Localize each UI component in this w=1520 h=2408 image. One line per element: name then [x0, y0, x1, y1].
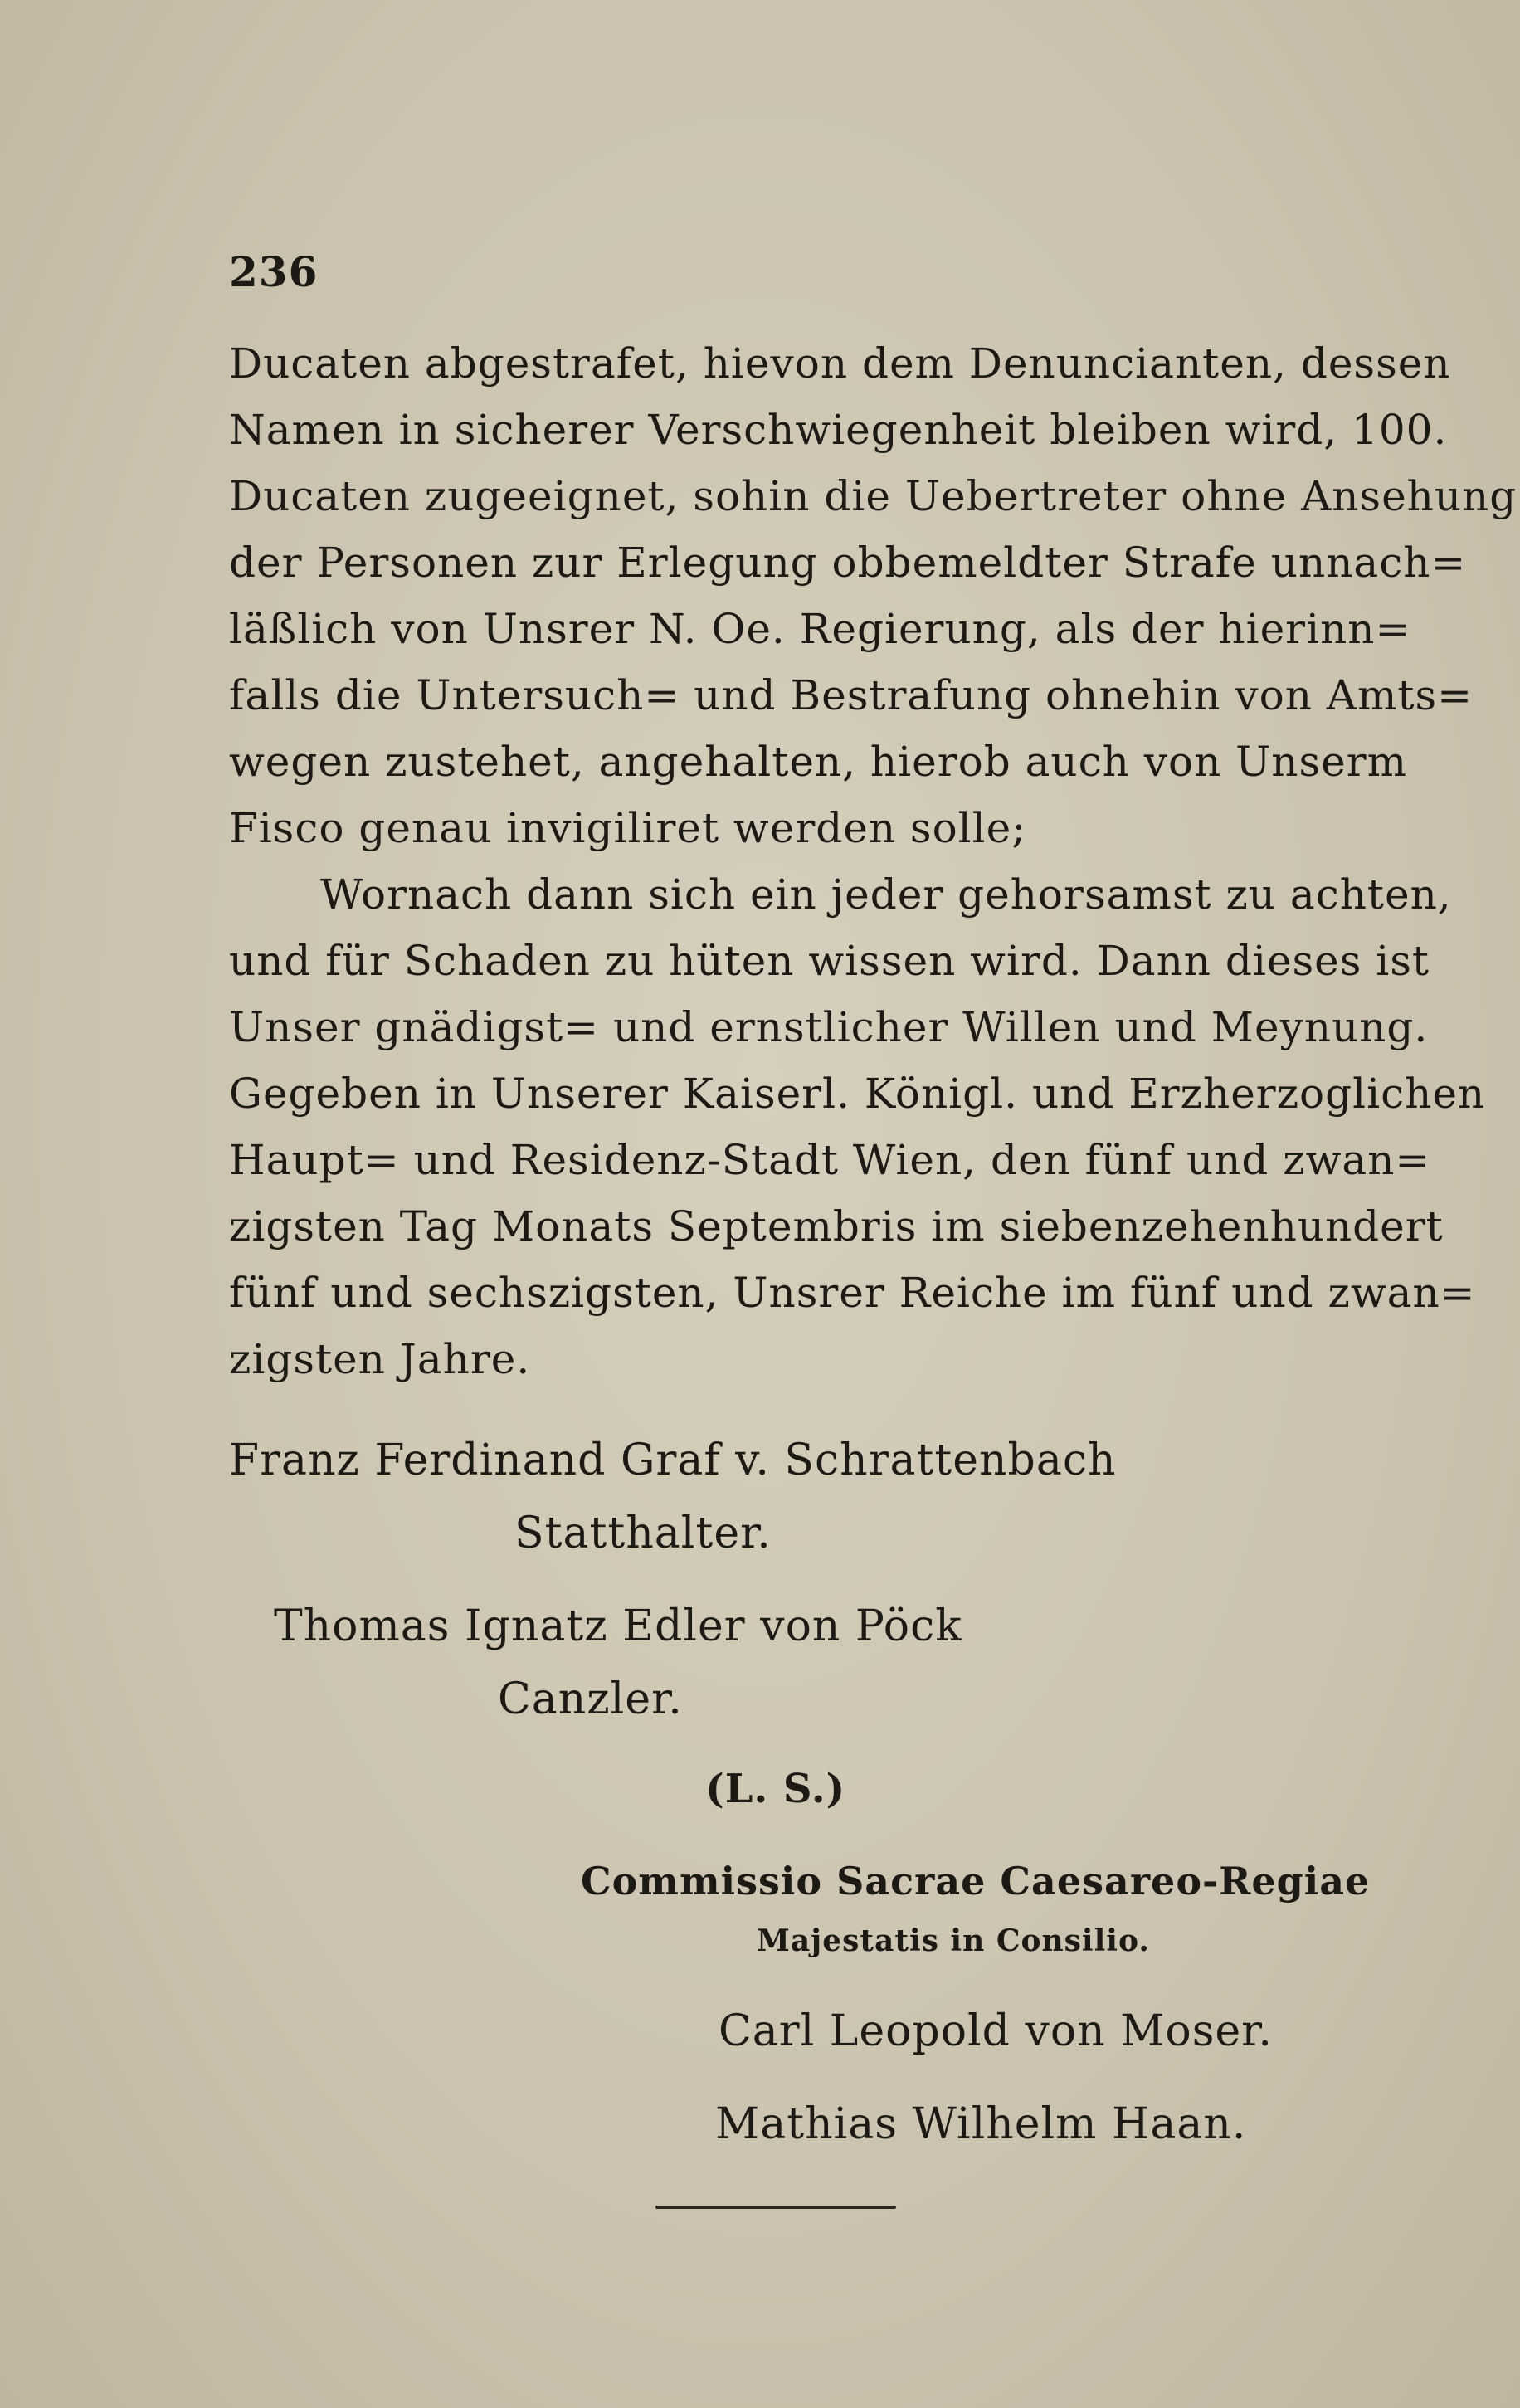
text-line: Namen in sicherer Verschwiegenheit bleiben wird, 100. [229, 406, 1448, 454]
signatory-name-1: Franz Ferdinand Graf v. Schrattenbach [229, 1436, 1117, 1485]
text-line: läßlich von Unsrer N. Oe. Regierung, als der hierinn= [229, 605, 1411, 653]
signatory-title-1: Statthalter. [514, 1509, 772, 1558]
text-line: der Personen zur Erlegung obbemeldter Strafe unnach= [229, 539, 1467, 587]
text-line: fünf und sechszigsten, Unsrer Reiche im fünf und zwan= [229, 1269, 1476, 1317]
text-line: zigsten Tag Monats Septembris im siebenzehenhundert [229, 1202, 1444, 1250]
signatory-title-2: Canzler. [498, 1674, 683, 1724]
signatory-name-4: Mathias Wilhelm Haan. [715, 2099, 1247, 2149]
commission-line-2: Majestatis in Consilio. [757, 1923, 1150, 1958]
text-line: zigsten Jahre. [229, 1335, 531, 1383]
body-text [229, 330, 1518, 1392]
page-number: 236 [229, 247, 319, 296]
closing-rule [655, 2206, 896, 2209]
text-line: wegen zustehet, angehalten, hierob auch von Unserm [229, 738, 1408, 786]
text-line: Fisco genau invigiliret werden solle; [229, 804, 1027, 852]
text-line: Ducaten abgestrafet, hievon dem Denuncianten, dessen [229, 339, 1451, 388]
text-line: falls die Untersuch= und Bestrafung ohnehin von Amts= [229, 671, 1474, 719]
signatory-name-2: Thomas Ignatz Edler von Pöck [274, 1601, 962, 1651]
text-line: Gegeben in Unserer Kaiserl. Königl. und Erzherzoglichen [229, 1070, 1486, 1118]
text-line: Ducaten zugeeignet, sohin die Uebertreter ohne Ansehung [229, 472, 1518, 520]
seal-mark: (L. S.) [705, 1766, 846, 1812]
text-line: und für Schaden zu hüten wissen wird. Dann dieses ist [229, 937, 1430, 985]
paragraph-start-line: Wornach dann sich ein jeder gehorsamst zu achten, [320, 870, 1452, 919]
text-line: Haupt= und Residenz-Stadt Wien, den fünf und zwan= [229, 1136, 1431, 1184]
commission-line-1: Commissio Sacrae Caesareo-Regiae [581, 1859, 1371, 1903]
text-line: Unser gnädigst= und ernstlicher Willen und Meynung. [229, 1003, 1429, 1051]
signatory-name-3: Carl Leopold von Moser. [719, 2006, 1273, 2056]
